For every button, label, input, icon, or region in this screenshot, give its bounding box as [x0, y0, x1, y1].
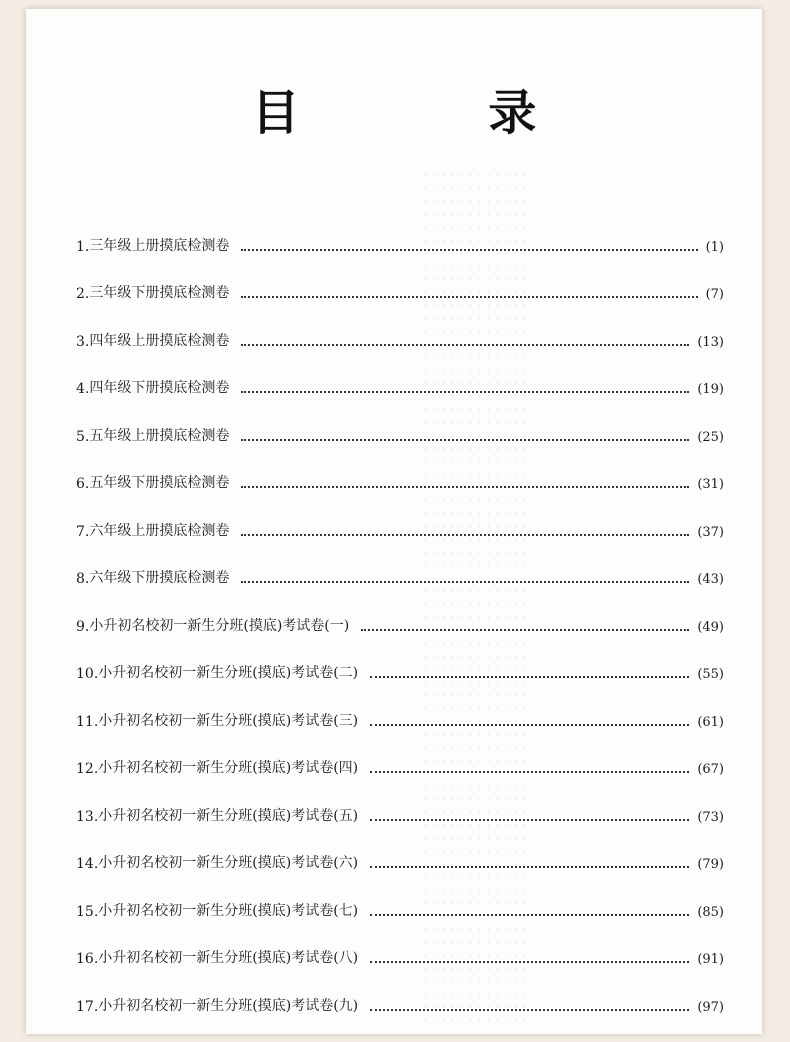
toc-entry-row: [76, 569, 724, 587]
toc-dot-leader: [370, 819, 689, 821]
toc-entry-page-number: (67): [697, 762, 724, 777]
toc-dot-leader: [370, 724, 689, 726]
toc-entry[interactable]: [76, 255, 724, 303]
toc-entry-number: 5.: [76, 428, 90, 445]
toc-entry[interactable]: [76, 730, 724, 778]
toc-entry-row: [76, 759, 724, 777]
toc-entry-number: 9.: [76, 618, 90, 635]
toc-entry-row: [76, 807, 724, 825]
toc-entry-row: [76, 474, 724, 492]
toc-entry-row: [76, 949, 724, 967]
toc-entry-page-number: (49): [697, 619, 724, 635]
toc-dot-leader: [241, 534, 689, 536]
toc-dot-leader: [370, 961, 689, 963]
toc-entry-row: [76, 617, 724, 635]
toc-entry[interactable]: [76, 682, 724, 730]
toc-entry-page-number: (37): [697, 524, 724, 540]
toc-entry-title: 小升初名校初一新生分班(摸底)考试卷(二): [98, 665, 359, 681]
toc-entry-page-number: (25): [697, 429, 724, 445]
page-title: 目 录: [251, 85, 623, 141]
toc-entry[interactable]: [76, 207, 724, 255]
toc-dot-leader: [361, 629, 689, 631]
toc-dot-leader: [241, 486, 689, 488]
toc-entry-title: 小升初名校初一新生分班(摸底)考试卷(六): [98, 855, 359, 871]
toc-entry-title: 四年级下册摸底检测卷: [89, 380, 230, 396]
toc-entry-title: 六年级上册摸底检测卷: [89, 522, 230, 539]
toc-entry-title: 六年级下册摸底检测卷: [89, 570, 230, 586]
table-of-contents: [76, 207, 724, 1015]
toc-entry-number: 13.: [76, 808, 99, 825]
toc-entry[interactable]: [76, 302, 724, 350]
toc-entry[interactable]: [76, 492, 724, 540]
toc-entry-number: 17.: [76, 998, 99, 1015]
toc-entry-page-number: (43): [697, 572, 724, 587]
toc-entry-page-number: (79): [697, 857, 724, 872]
toc-entry-title: 三年级下册摸底检测卷: [89, 285, 230, 301]
toc-entry-number: 4.: [76, 381, 90, 397]
toc-entry-row: [76, 712, 724, 730]
toc-entry-row: [76, 332, 724, 350]
toc-dot-leader: [370, 1009, 689, 1011]
toc-entry-row: [76, 379, 724, 397]
toc-entry-number: 3.: [76, 333, 90, 350]
toc-entry[interactable]: [76, 872, 724, 920]
toc-entry-page-number: (85): [697, 904, 724, 920]
toc-entry-row: [76, 664, 724, 682]
toc-dot-leader: [370, 866, 689, 868]
toc-entry-page-number: (73): [697, 809, 724, 825]
toc-dot-leader: [241, 391, 689, 393]
toc-dot-leader: [241, 344, 689, 346]
toc-entry-number: 2.: [76, 286, 90, 302]
toc-dot-leader: [241, 439, 689, 441]
toc-entry-number: 12.: [76, 761, 99, 777]
toc-dot-leader: [241, 581, 689, 583]
toc-entry[interactable]: [76, 920, 724, 968]
toc-entry-page-number: (19): [697, 382, 724, 397]
toc-entry-page-number: (7): [705, 287, 724, 302]
toc-entry[interactable]: [76, 635, 724, 683]
toc-entry-row: [76, 427, 724, 445]
toc-entry-page-number: (91): [697, 952, 724, 967]
toc-entry[interactable]: [76, 777, 724, 825]
toc-entry[interactable]: [76, 350, 724, 398]
toc-entry[interactable]: [76, 825, 724, 873]
toc-entry[interactable]: [76, 397, 724, 445]
toc-entry-row: [76, 237, 724, 255]
toc-entry-title: 五年级下册摸底检测卷: [89, 475, 230, 491]
toc-entry-title: 小升初名校初一新生分班(摸底)考试卷(一): [89, 617, 350, 634]
toc-entry-number: 8.: [76, 571, 90, 587]
toc-entry[interactable]: [76, 540, 724, 588]
toc-entry-title: 三年级上册摸底检测卷: [89, 237, 230, 254]
toc-dot-leader: [370, 914, 689, 916]
toc-entry-number: 7.: [76, 523, 90, 540]
toc-dot-leader: [370, 676, 689, 678]
toc-entry-number: 1.: [76, 238, 90, 255]
toc-entry-number: 11.: [76, 713, 99, 730]
toc-entry-page-number: (55): [697, 667, 724, 682]
toc-entry-number: 15.: [76, 903, 99, 920]
toc-dot-leader: [241, 296, 697, 298]
toc-entry[interactable]: [76, 445, 724, 493]
toc-entry-title: 四年级上册摸底检测卷: [89, 332, 230, 349]
toc-entry-title: 小升初名校初一新生分班(摸底)考试卷(五): [98, 807, 359, 824]
toc-entry-number: 6.: [76, 476, 90, 492]
toc-entry-page-number: (97): [697, 999, 724, 1015]
toc-entry[interactable]: [76, 587, 724, 635]
toc-entry-row: [76, 522, 724, 540]
toc-entry-title: 小升初名校初一新生分班(摸底)考试卷(四): [98, 760, 359, 776]
toc-entry-page-number: (61): [697, 714, 724, 730]
toc-entry-row: [76, 854, 724, 872]
toc-entry-number: 10.: [76, 666, 99, 682]
document-page: [26, 9, 762, 1034]
toc-entry-page-number: (1): [705, 239, 724, 255]
toc-entry-row: [76, 997, 724, 1015]
toc-entry-page-number: (13): [697, 334, 724, 350]
toc-entry-title: 小升初名校初一新生分班(摸底)考试卷(八): [98, 950, 359, 966]
toc-entry-row: [76, 284, 724, 302]
toc-entry-number: 14.: [76, 856, 99, 872]
toc-entry-title: 小升初名校初一新生分班(摸底)考试卷(三): [98, 712, 359, 729]
toc-entry-title: 小升初名校初一新生分班(摸底)考试卷(七): [98, 902, 359, 919]
toc-entry[interactable]: [76, 967, 724, 1015]
toc-dot-leader: [241, 249, 697, 251]
toc-entry-page-number: (31): [697, 477, 724, 492]
toc-entry-title: 五年级上册摸底检测卷: [89, 427, 230, 444]
toc-entry-title: 小升初名校初一新生分班(摸底)考试卷(九): [98, 997, 359, 1014]
toc-entry-row: [76, 902, 724, 920]
toc-dot-leader: [370, 771, 689, 773]
toc-entry-number: 16.: [76, 951, 99, 967]
